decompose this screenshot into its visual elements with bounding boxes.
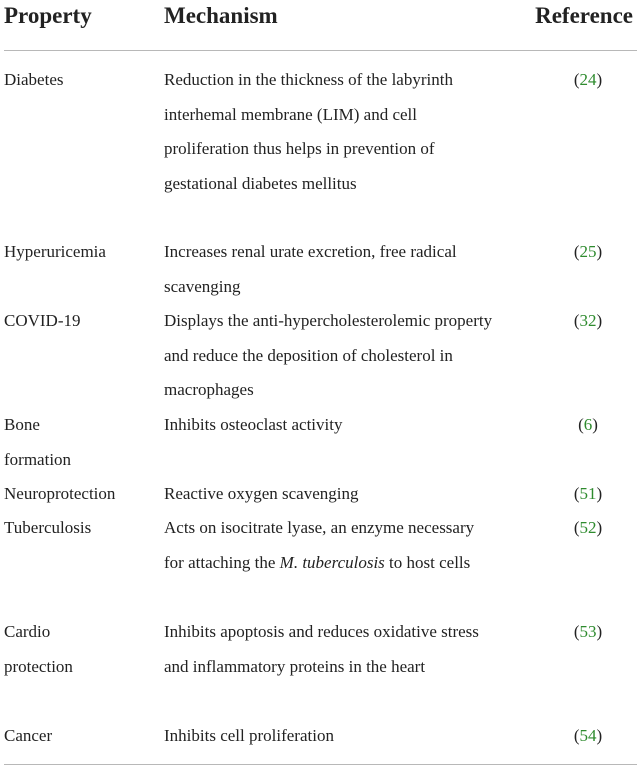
mechanism-text: to host cells xyxy=(384,552,471,572)
reference-link[interactable]: 6 xyxy=(583,415,593,434)
table-row xyxy=(4,304,637,408)
ref-close-paren: ) xyxy=(596,242,603,261)
row-reference xyxy=(543,63,633,98)
row-mechanism: Reactive oxygen scavenging xyxy=(164,484,359,503)
table-header xyxy=(4,0,637,51)
ref-open-paren: ( xyxy=(573,70,580,89)
ref-close-paren: ) xyxy=(596,484,603,503)
table-bottom-rule xyxy=(4,764,637,765)
ref-open-paren: ( xyxy=(573,622,580,641)
header-reference: Reference xyxy=(535,3,633,28)
row-reference xyxy=(543,719,633,754)
row-mechanism: Reduction in the thickness of the labyrinth interhemal membrane (LIM) and cell proliferation thus helps in prevention of gestational diabetes mellitus xyxy=(164,70,453,193)
reference-link[interactable]: 25 xyxy=(579,242,597,261)
row-reference xyxy=(543,511,633,546)
row-reference xyxy=(543,477,633,512)
row-mechanism: Increases renal urate excretion, free radical scavenging xyxy=(164,242,457,296)
row-reference xyxy=(543,235,633,270)
table-row xyxy=(4,235,637,304)
ref-close-paren: ) xyxy=(596,726,603,745)
row-reference xyxy=(543,615,633,650)
row-property: Hyperuricemia xyxy=(4,242,106,261)
reference-link[interactable]: 32 xyxy=(579,311,597,330)
table-row xyxy=(4,477,637,511)
table-row xyxy=(4,719,637,753)
ref-open-paren: ( xyxy=(573,311,580,330)
header-mechanism: Mechanism xyxy=(164,3,278,28)
reference-link[interactable]: 53 xyxy=(579,622,597,641)
row-mechanism xyxy=(164,511,494,580)
ref-close-paren: ) xyxy=(596,70,603,89)
ref-open-paren: ( xyxy=(578,415,584,434)
header-property: Property xyxy=(4,3,92,28)
row-mechanism: Displays the anti-hypercholesterolemic property and reduce the deposition of cholesterol in macrophages xyxy=(164,311,493,399)
table-row xyxy=(4,51,637,235)
table-row xyxy=(4,408,637,477)
row-property: Cancer xyxy=(4,726,53,745)
row-property: Tuberculosis xyxy=(4,518,92,537)
properties-table xyxy=(4,0,637,753)
row-mechanism: Inhibits cell proliferation xyxy=(164,726,334,745)
row-mechanism: Inhibits osteoclast activity xyxy=(164,415,343,434)
organism-name: M. tuberculosis xyxy=(279,552,385,572)
row-mechanism: Inhibits apoptosis and reduces oxidative stress and inflammatory proteins in the heart xyxy=(164,622,479,676)
row-reference xyxy=(543,304,633,339)
table-row xyxy=(4,615,637,719)
ref-open-paren: ( xyxy=(573,518,580,537)
ref-close-paren: ) xyxy=(596,518,603,537)
ref-open-paren: ( xyxy=(573,484,580,503)
ref-open-paren: ( xyxy=(573,726,580,745)
row-property: Bone formation xyxy=(4,415,72,469)
ref-close-paren: ) xyxy=(596,311,603,330)
row-property: Cardio protection xyxy=(4,622,73,676)
reference-link[interactable]: 54 xyxy=(579,726,597,745)
reference-link[interactable]: 51 xyxy=(579,484,597,503)
ref-close-paren: ) xyxy=(596,622,603,641)
row-reference xyxy=(543,408,633,443)
row-property: Neuroprotection xyxy=(4,484,116,503)
reference-link[interactable]: 24 xyxy=(579,70,597,89)
ref-close-paren: ) xyxy=(592,415,598,434)
reference-link[interactable]: 52 xyxy=(579,518,597,537)
ref-open-paren: ( xyxy=(573,242,580,261)
mechanism-text: Acts on isocitrate lyase, an enzyme necessary for attaching the xyxy=(164,518,475,572)
row-property: COVID-19 xyxy=(4,311,81,330)
row-property: Diabetes xyxy=(4,70,64,89)
table-row xyxy=(4,511,637,615)
